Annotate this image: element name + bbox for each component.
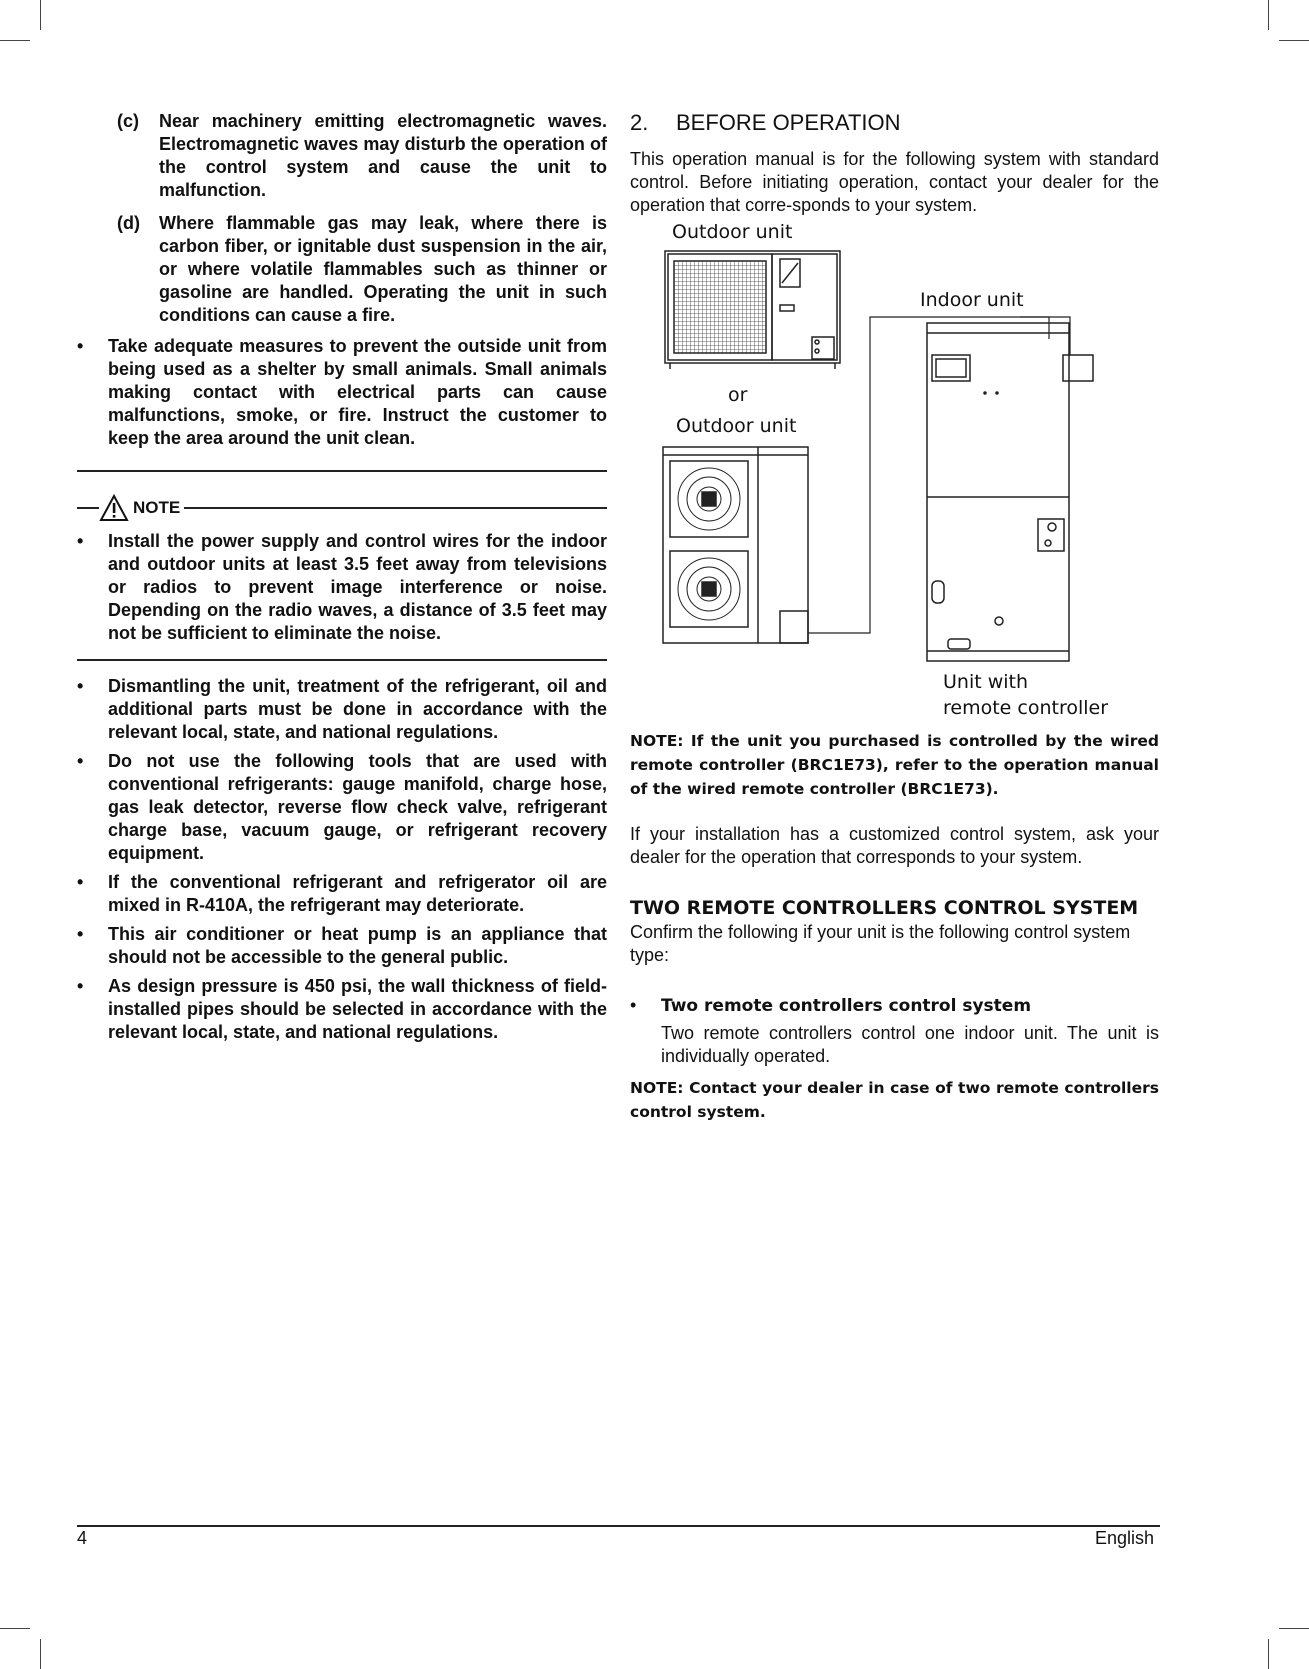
bullet-dot: •: [77, 336, 84, 356]
wiring: [808, 317, 1070, 633]
system-diagram: [630, 221, 1159, 741]
crop-mark: [0, 40, 30, 41]
crop-mark: [0, 1628, 30, 1629]
or-label: or: [728, 384, 748, 406]
bullet-item: [77, 923, 607, 969]
list-item: [77, 110, 607, 202]
item-label: (d): [117, 213, 140, 233]
note-header: [77, 494, 607, 522]
outdoor-unit-dual-fan-drawing: [663, 447, 808, 643]
section-title: BEFORE OPERATION: [676, 110, 901, 135]
remote-label-line2: remote controller: [943, 697, 1109, 719]
bullet-dot: •: [77, 924, 84, 944]
item-label: (c): [117, 111, 139, 131]
note-label: NOTE: [133, 498, 181, 517]
subsection-heading: TWO REMOTE CONTROLLERS CONTROL SYSTEM: [630, 897, 1139, 919]
crop-mark: [1268, 1639, 1269, 1669]
list-item: [77, 212, 607, 327]
outdoor-unit-label: Outdoor unit: [672, 221, 793, 243]
note-wired-remote: NOTE: If the unit you purchased is controlled by the wired remote controller (BRC1E73), refer to the operation manual of the wired remote controller (BRC1E73).: [630, 732, 1159, 798]
page-number: 4: [77, 1528, 88, 1548]
divider: [77, 659, 607, 661]
crop-mark: [40, 1639, 41, 1669]
bullet-dot: •: [630, 995, 637, 1015]
bullet-dot: •: [77, 751, 84, 771]
crop-mark: [1268, 0, 1269, 30]
bullet-text: Install the power supply and control wires for the indoor and outdoor units at least 3.5 feet away from televisions or radios to prevent image interference or noise. Depending on the radio waves, a distance of 3.5 feet may not be sufficient to eliminate the noise.: [108, 531, 607, 643]
item-text: Near machinery emitting electromagnetic waves. Electromagnetic waves may disturb the operation of the control system and cause the unit to malfunction.: [159, 111, 607, 200]
bullet-dot: •: [77, 976, 84, 996]
bullet-title: Two remote controllers control system: [661, 996, 1032, 1016]
outdoor-unit-label-2: Outdoor unit: [676, 415, 797, 437]
bullet-text: Two remote controllers control one indoor unit. The unit is individually operated.: [661, 1023, 1159, 1066]
confirm-paragraph: Confirm the following if your unit is the following control system type:: [630, 922, 1131, 965]
crop-mark: [1279, 40, 1309, 41]
outdoor-unit-compact-drawing: [665, 251, 840, 369]
bullet-item: [630, 995, 1159, 1068]
bullet-item: [77, 335, 607, 450]
bullet-text: Dismantling the unit, treatment of the refrigerant, oil and additional parts must be done in accordance with the relevant local, state, and national regulations.: [108, 676, 607, 742]
section-number: 2.: [630, 110, 649, 135]
bullet-item: [77, 975, 607, 1044]
crop-mark: [40, 0, 41, 30]
bullet-text: Take adequate measures to prevent the outside unit from being used as a shelter by small animals. Small animals making contact with electrical parts can cause malfunctions, smoke, or fire. Instruct the customer to keep the area around the unit clean.: [108, 336, 607, 448]
divider: [77, 507, 99, 509]
footer-divider: [77, 1525, 1160, 1527]
bullet-dot: •: [77, 676, 84, 696]
footer-language: English: [1094, 1528, 1154, 1548]
section-heading: [630, 110, 1159, 136]
indoor-unit-label: Indoor unit: [920, 289, 1024, 311]
bullet-item: [77, 750, 607, 865]
bullet-item: [77, 871, 607, 917]
bullet-dot: •: [77, 531, 84, 551]
bullet-text: If the conventional refrigerant and refrigerator oil are mixed in R-410A, the refrigerant may deteriorate.: [108, 872, 607, 915]
right-column: [630, 110, 1159, 1124]
bullet-dot: •: [77, 872, 84, 892]
diagram-drawing: [630, 221, 1159, 741]
bullet-item: [77, 675, 607, 744]
indoor-unit-drawing: [927, 323, 1069, 661]
divider: [77, 470, 607, 472]
warning-icon: [99, 494, 129, 522]
left-column: [77, 110, 607, 1050]
crop-mark: [1279, 1628, 1309, 1629]
bullet-item: [77, 530, 607, 645]
bullet-text: This air conditioner or heat pump is an appliance that should not be accessible to the general public.: [108, 924, 607, 967]
remote-label-line1: Unit with: [943, 671, 1029, 693]
customized-system-paragraph: If your installation has a customized control system, ask your dealer for the operation that corresponds to your system.: [630, 824, 1159, 867]
bullet-text: As design pressure is 450 psi, the wall thickness of field-installed pipes should be selected in accordance with the relevant local, state, and national regulations.: [108, 976, 607, 1042]
bullet-text: Do not use the following tools that are used with conventional refrigerants: gauge manifold, charge hose, gas leak detector, reverse flow check valve, refrigerant charge base, vacuum gauge, or refrigerant recovery equipment.: [108, 751, 607, 863]
note-two-remotes: NOTE: Contact your dealer in case of two remote controllers control system.: [630, 1079, 1159, 1121]
item-text: Where flammable gas may leak, where there is carbon fiber, or ignitable dust suspension in the air, or where volatile flammables such as thinner or gasoline are handled. Operating the unit in such conditions can cause a fire.: [159, 213, 607, 325]
divider: [184, 507, 607, 509]
remote-controller-drawing: [1063, 355, 1093, 381]
intro-paragraph: This operation manual is for the following system with standard control. Before initiating operation, contact your dealer for the operation that corre-sponds to your system.: [630, 149, 1159, 215]
